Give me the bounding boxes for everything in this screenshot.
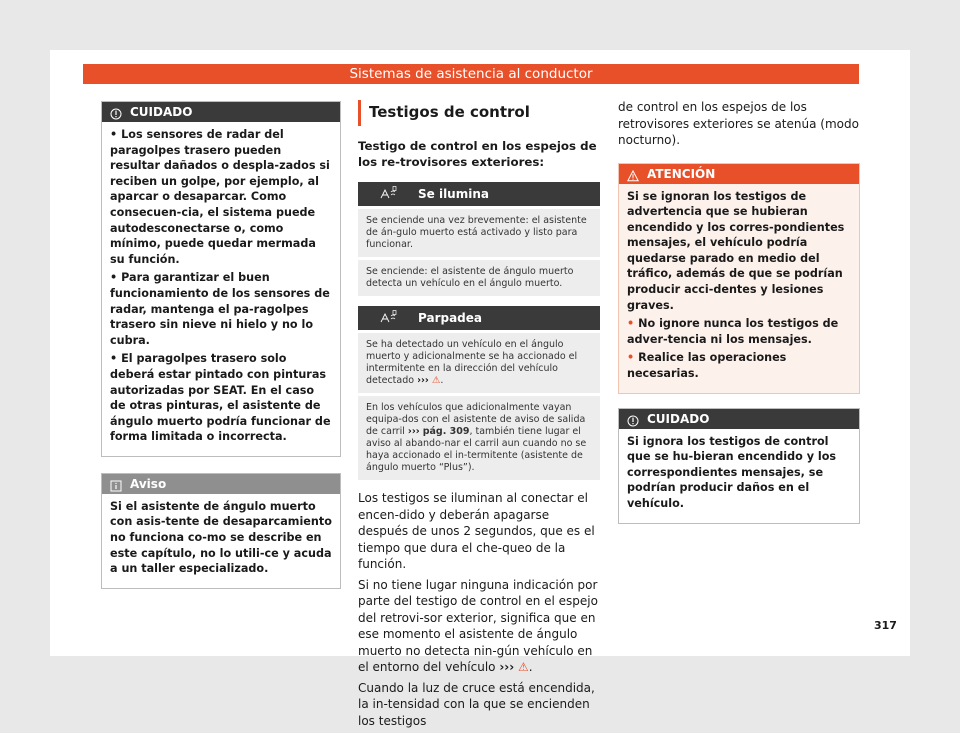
note-icon xyxy=(110,478,122,490)
page-reference-link[interactable]: pág. 309 xyxy=(422,426,470,437)
table-row-text: En los vehículos que adicionalmente vayan equipa-dos con el asistente de aviso de salida de carril xyxy=(366,402,586,437)
paragraph: Los testigos se iluminan al conectar el encen-dido y deberán apagarse después de unos 2 segundos, que es el tiempo que dura el che-queo de la función. xyxy=(358,491,595,571)
section-heading: Testigos de control xyxy=(358,100,600,126)
table-row xyxy=(358,396,600,480)
note-body xyxy=(102,494,340,588)
warning-body xyxy=(619,184,859,393)
table-parpadea-title: Parpadea xyxy=(418,311,483,325)
warning-title: ATENCIÓN xyxy=(647,166,716,181)
blind-spot-mirror-icon xyxy=(358,310,418,327)
table-row-text: , también tiene lugar el aviso al abando-nar el carril aun cuando no se haya accionado el in-termitente (asistente de ángulo muerto “Plus”). xyxy=(366,426,587,473)
ref-arrow: ››› xyxy=(407,426,420,437)
table-row: Se ha detectado un vehículo en el ángulo muerto y adicionalmente se ha accionado el intermitente en la dirección del vehículo detectado ››› ⚠. xyxy=(358,333,600,393)
info-circle-icon xyxy=(110,106,122,118)
warning-triangle-icon xyxy=(627,168,639,180)
table-ilumina xyxy=(358,182,600,296)
table-row-text: Se ha detectado un vehículo en el ángulo muerto y adicionalmente se ha accionado el intermitente en la dirección del vehículo detectado xyxy=(366,339,578,386)
caution-box xyxy=(618,408,860,524)
table-parpadea xyxy=(358,306,600,480)
table-ilumina-title: Se ilumina xyxy=(418,187,489,201)
table-ilumina-header xyxy=(358,182,600,206)
caution-header xyxy=(619,409,859,429)
warning-bullet: • No ignore nunca los testigos de adver-tencia ni los mensajes. xyxy=(627,316,851,347)
note-box xyxy=(101,473,341,589)
left-column xyxy=(101,101,341,589)
info-circle-icon xyxy=(627,413,639,425)
warning-triangle-icon: ⚠ xyxy=(431,375,441,386)
warning-box xyxy=(618,163,860,394)
paragraph: Cuando la luz de cruce está encendida, la in-tensidad con la que se encienden los testigos xyxy=(358,680,595,728)
right-column xyxy=(618,99,860,524)
page-header: Sistemas de asistencia al conductor xyxy=(83,64,859,84)
note-text: Si el asistente de ángulo muerto con asis-tente de desaparcamiento no funciona co-mo se describe en este capítulo, no lo utili-ce y acuda a un taller especializado. xyxy=(110,499,332,576)
warning-text: Si se ignoran los testigos de advertencia que se hubieran encendido y los corres-pondientes mensajes, el vehículo podría quedarse parado en medio del tráfico, además de que se podrían producir acci-dentes y lesiones graves. xyxy=(627,189,845,312)
caution-body xyxy=(102,122,340,456)
caution-title: CUIDADO xyxy=(130,105,193,119)
table-parpadea-header xyxy=(358,306,600,330)
section-subheading: Testigo de control en los espejos de los re-trovisores exteriores: xyxy=(358,139,597,169)
paragraph: de control en los espejos de los retrovisores exteriores se atenúa (modo nocturno). xyxy=(618,100,859,147)
ref-arrow: ››› xyxy=(417,375,429,386)
paragraph: Si no tiene lugar ninguna indicación por parte del testigo de control en el espejo del retrovi-sor exterior, significa que en ese momento el asistente de ángulo muerto no detecta nin-gún vehículo en el entorno del vehículo ››› ⚠. xyxy=(358,577,598,674)
warning-bullet: • Realice las operaciones necesarias. xyxy=(627,350,851,381)
blind-spot-mirror-icon xyxy=(358,186,418,203)
page-number: 317 xyxy=(874,619,897,632)
caution-header xyxy=(102,102,340,122)
caution-bullet: • Para garantizar el buen funcionamiento de los sensores de radar, mantenga el pa-ragolpes trasero sin nieve ni hielo y no lo cubra. xyxy=(110,270,332,348)
warning-header xyxy=(619,164,859,184)
paragraph-text: Si no tiene lugar ninguna indicación por parte del testigo de control en el espejo del retrovi-sor exterior, significa que en ese momento el asistente de ángulo muerto no detecta nin-gún vehículo en el entorno del vehículo xyxy=(358,577,598,674)
table-row: Se enciende: el asistente de ángulo muerto detecta un vehículo en el ángulo muerto. xyxy=(358,260,600,296)
table-row: Se enciende una vez brevemente: el asistente de án-gulo muerto está activado y listo para funcionar. xyxy=(358,209,600,257)
note-header xyxy=(102,474,340,494)
caution-body xyxy=(619,429,859,523)
body-text-block xyxy=(358,490,600,729)
note-title: Aviso xyxy=(130,476,167,491)
caution-box xyxy=(101,101,341,457)
caution-bullet: • Los sensores de radar del paragolpes trasero pueden resultar dañados o despla-zados si reciben un golpe, por ejemplo, al aparcar o desaparcar. Como consecuen-cia, el sistema puede autodesconectarse o, como mínimo, puede quedar mermada su función. xyxy=(110,127,332,267)
warning-triangle-icon: ⚠ xyxy=(518,660,529,674)
caution-text: Si ignora los testigos de control que se hu-bieran encendido y los correspondientes mensajes, se podrían producir daños en el vehículo. xyxy=(627,434,837,510)
ref-arrow: ››› xyxy=(499,660,515,674)
caution-bullet: • El paragolpes trasero solo deberá estar pintado con pinturas autorizadas por SEAT. En el caso de otras pinturas, el asistente de ángulo muerto podría funcionar de forma limitada o incorrecta. xyxy=(110,351,332,445)
middle-column xyxy=(358,100,600,733)
caution-title: CUIDADO xyxy=(647,411,710,426)
